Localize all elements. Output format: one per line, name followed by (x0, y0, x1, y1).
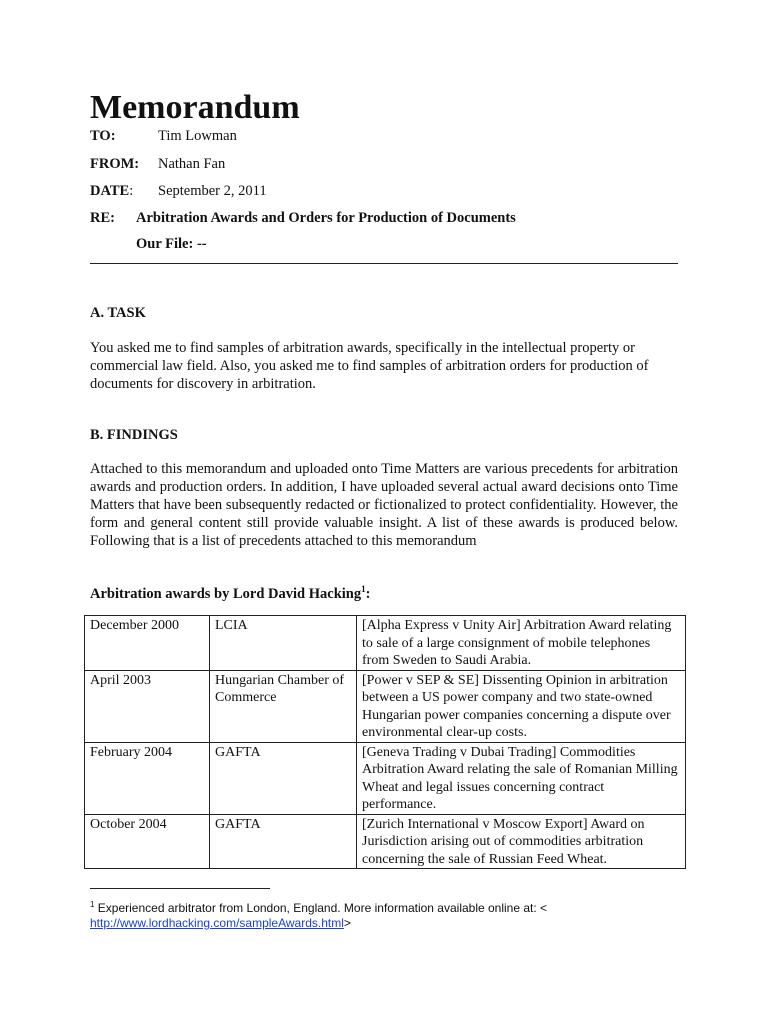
award-date: December 2000 (85, 616, 210, 671)
to-row (90, 127, 237, 145)
to-label: TO: (90, 128, 116, 144)
date-label-wrap (90, 182, 158, 200)
footnote-text: Experienced arbitrator from London, England. More information available online at: < (94, 901, 548, 915)
memo-title: Memorandum (90, 89, 300, 126)
task-text: You asked me to find samples of arbitration awards, specifically in the intellectual property or commercial law field. Also, you asked me to find samples of arbitration orders for production of documents for discovery in arbitration. (90, 340, 649, 392)
award-body: GAFTA (210, 742, 357, 814)
header-divider (90, 263, 678, 264)
award-body: LCIA (210, 616, 357, 671)
table-row (85, 616, 686, 671)
award-date: April 2003 (85, 670, 210, 742)
award-description: [Power v SEP & SE] Dissenting Opinion in arbitration between a US power company and two state-owned Hungarian power companies concerning a dispute over environmental clear-up costs. (357, 670, 686, 742)
our-file: Our File: -- (136, 236, 207, 252)
awards-title-text: Arbitration awards by Lord David Hacking (90, 585, 362, 602)
footnote-close: > (343, 916, 351, 930)
award-body: Hungarian Chamber of Commerce (210, 670, 357, 742)
re-value: Arbitration Awards and Orders for Production of Documents (136, 210, 516, 226)
award-date: February 2004 (85, 742, 210, 814)
date-row (90, 182, 267, 200)
footnote (90, 897, 650, 931)
date-value: September 2, 2011 (158, 183, 267, 199)
footnote-link[interactable]: http://www.lordhacking.com/sampleAwards.html (90, 916, 344, 930)
from-row (90, 155, 225, 173)
footnote-mark: 1 (90, 900, 95, 909)
footnote-ref: 1 (361, 584, 366, 594)
re-label: RE: (90, 210, 115, 226)
task-heading: A. TASK (90, 305, 146, 321)
re-row (90, 209, 516, 227)
to-value: Tim Lowman (158, 128, 237, 144)
footnote-divider (90, 888, 270, 889)
award-description: [Zurich International v Moscow Export] Award on Jurisdiction arising out of commodities arbitration concerning the sale of Russian Feed Wheat. (357, 814, 686, 869)
award-description: [Alpha Express v Unity Air] Arbitration Award relating to sale of a large consignment of mobile telephones from Sweden to Saudi Arabia. (357, 616, 686, 671)
from-value: Nathan Fan (158, 156, 226, 172)
table-row (85, 814, 686, 869)
award-body: GAFTA (210, 814, 357, 869)
from-label: FROM: (90, 156, 140, 172)
awards-table (84, 615, 686, 869)
award-description: [Geneva Trading v Dubai Trading] Commodities Arbitration Award relating the sale of Romanian Milling Wheat and legal issues concerning contract performance. (357, 742, 686, 814)
awards-title-colon: : (365, 585, 371, 602)
findings-text: Attached to this memorandum and uploaded onto Time Matters are various precedents for arbitration awards and production orders. In addition, I have uploaded several actual award decisions onto Time Matters that have been subsequently redacted or fictionalized to protect confidentiality. However, the form and general content still provide valuable insight. A list of these awards is produced below. Following that is a list of precedents attached to this memorandum (90, 461, 678, 549)
table-row (85, 670, 686, 742)
award-date: October 2004 (85, 814, 210, 869)
awards-table-title (90, 580, 370, 603)
findings-heading: B. FINDINGS (90, 427, 178, 443)
date-label: DATE (90, 183, 130, 199)
date-colon: : (129, 183, 134, 199)
table-row (85, 742, 686, 814)
